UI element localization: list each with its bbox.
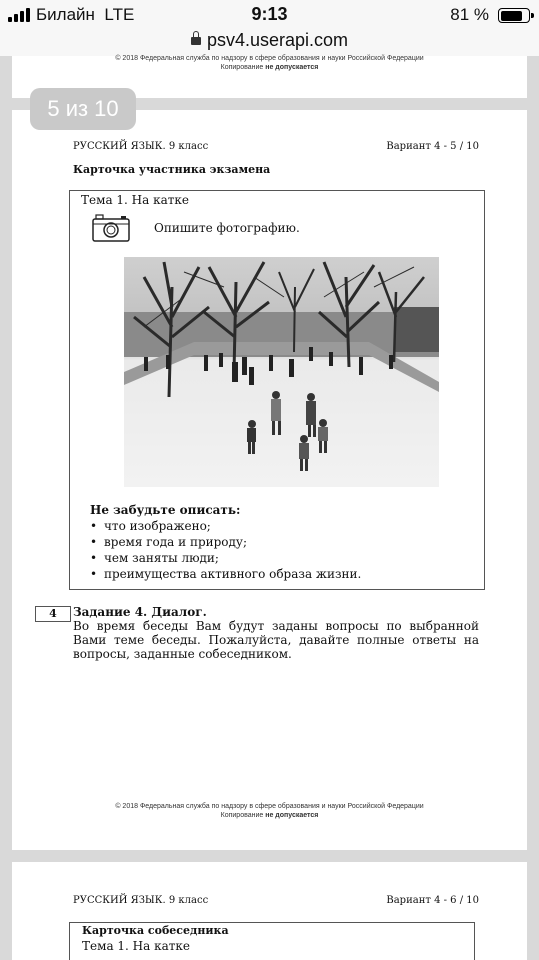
address-bar[interactable] (0, 30, 539, 56)
page-footer: © 2018 Федеральная служба по надзору в сфере образования и науки Российской Федерации Копирование не допускается (115, 803, 424, 819)
previous-page-footer: © 2018 Федеральная служба по надзору в сфере образования и науки Российской Федерации Копирование не допускается (115, 55, 424, 71)
list-item: • преимущества активного образа жизни. (90, 566, 361, 582)
battery-icon (498, 8, 530, 23)
page-indicator: 5 из 10 (30, 88, 136, 130)
carrier-label: Билайн LTE (36, 5, 135, 24)
instruction-text: Опишите фотографию. (154, 221, 300, 235)
list-item: • время года и природу; (90, 534, 361, 550)
status-time: 9:13 (251, 4, 288, 24)
skating-rink-photo (124, 257, 439, 487)
task-number-box: 4 (35, 606, 71, 622)
card-title: Карточка участника экзамена (73, 163, 271, 176)
url-text: psv4.userapi.com (206, 30, 349, 50)
task-text: Во время беседы Вам будут заданы вопросы по выбранной Вами теме беседы. Пожалуйста, давайте полные ответы на вопросы, заданные собеседником. (73, 619, 479, 661)
battery-percent: 81 % (450, 5, 489, 24)
remember-title: Не забудьте описать: (90, 503, 241, 517)
task-title: Задание 4. Диалог. (73, 605, 207, 619)
camera-icon (92, 213, 130, 243)
topic-title: Тема 1. На катке (82, 939, 190, 953)
page-header-subject: РУССКИЙ ЯЗЫК. 9 класс (73, 895, 209, 906)
document-page (12, 110, 527, 850)
status-bar (0, 0, 539, 30)
topic-box (69, 190, 485, 590)
lock-icon (191, 37, 201, 45)
list-item: • что изображено; (90, 518, 361, 534)
page-header-variant: Вариант 4 - 6 / 10 (386, 895, 479, 906)
description-checklist (90, 518, 361, 582)
topic-title: Тема 1. На катке (81, 193, 189, 207)
card-title: Карточка собеседника (82, 924, 229, 937)
list-item: • чем заняты люди; (90, 550, 361, 566)
page-header-subject: РУССКИЙ ЯЗЫК. 9 класс (73, 141, 209, 152)
page-header-variant: Вариант 4 - 5 / 10 (386, 141, 479, 152)
next-document-page (12, 862, 527, 960)
